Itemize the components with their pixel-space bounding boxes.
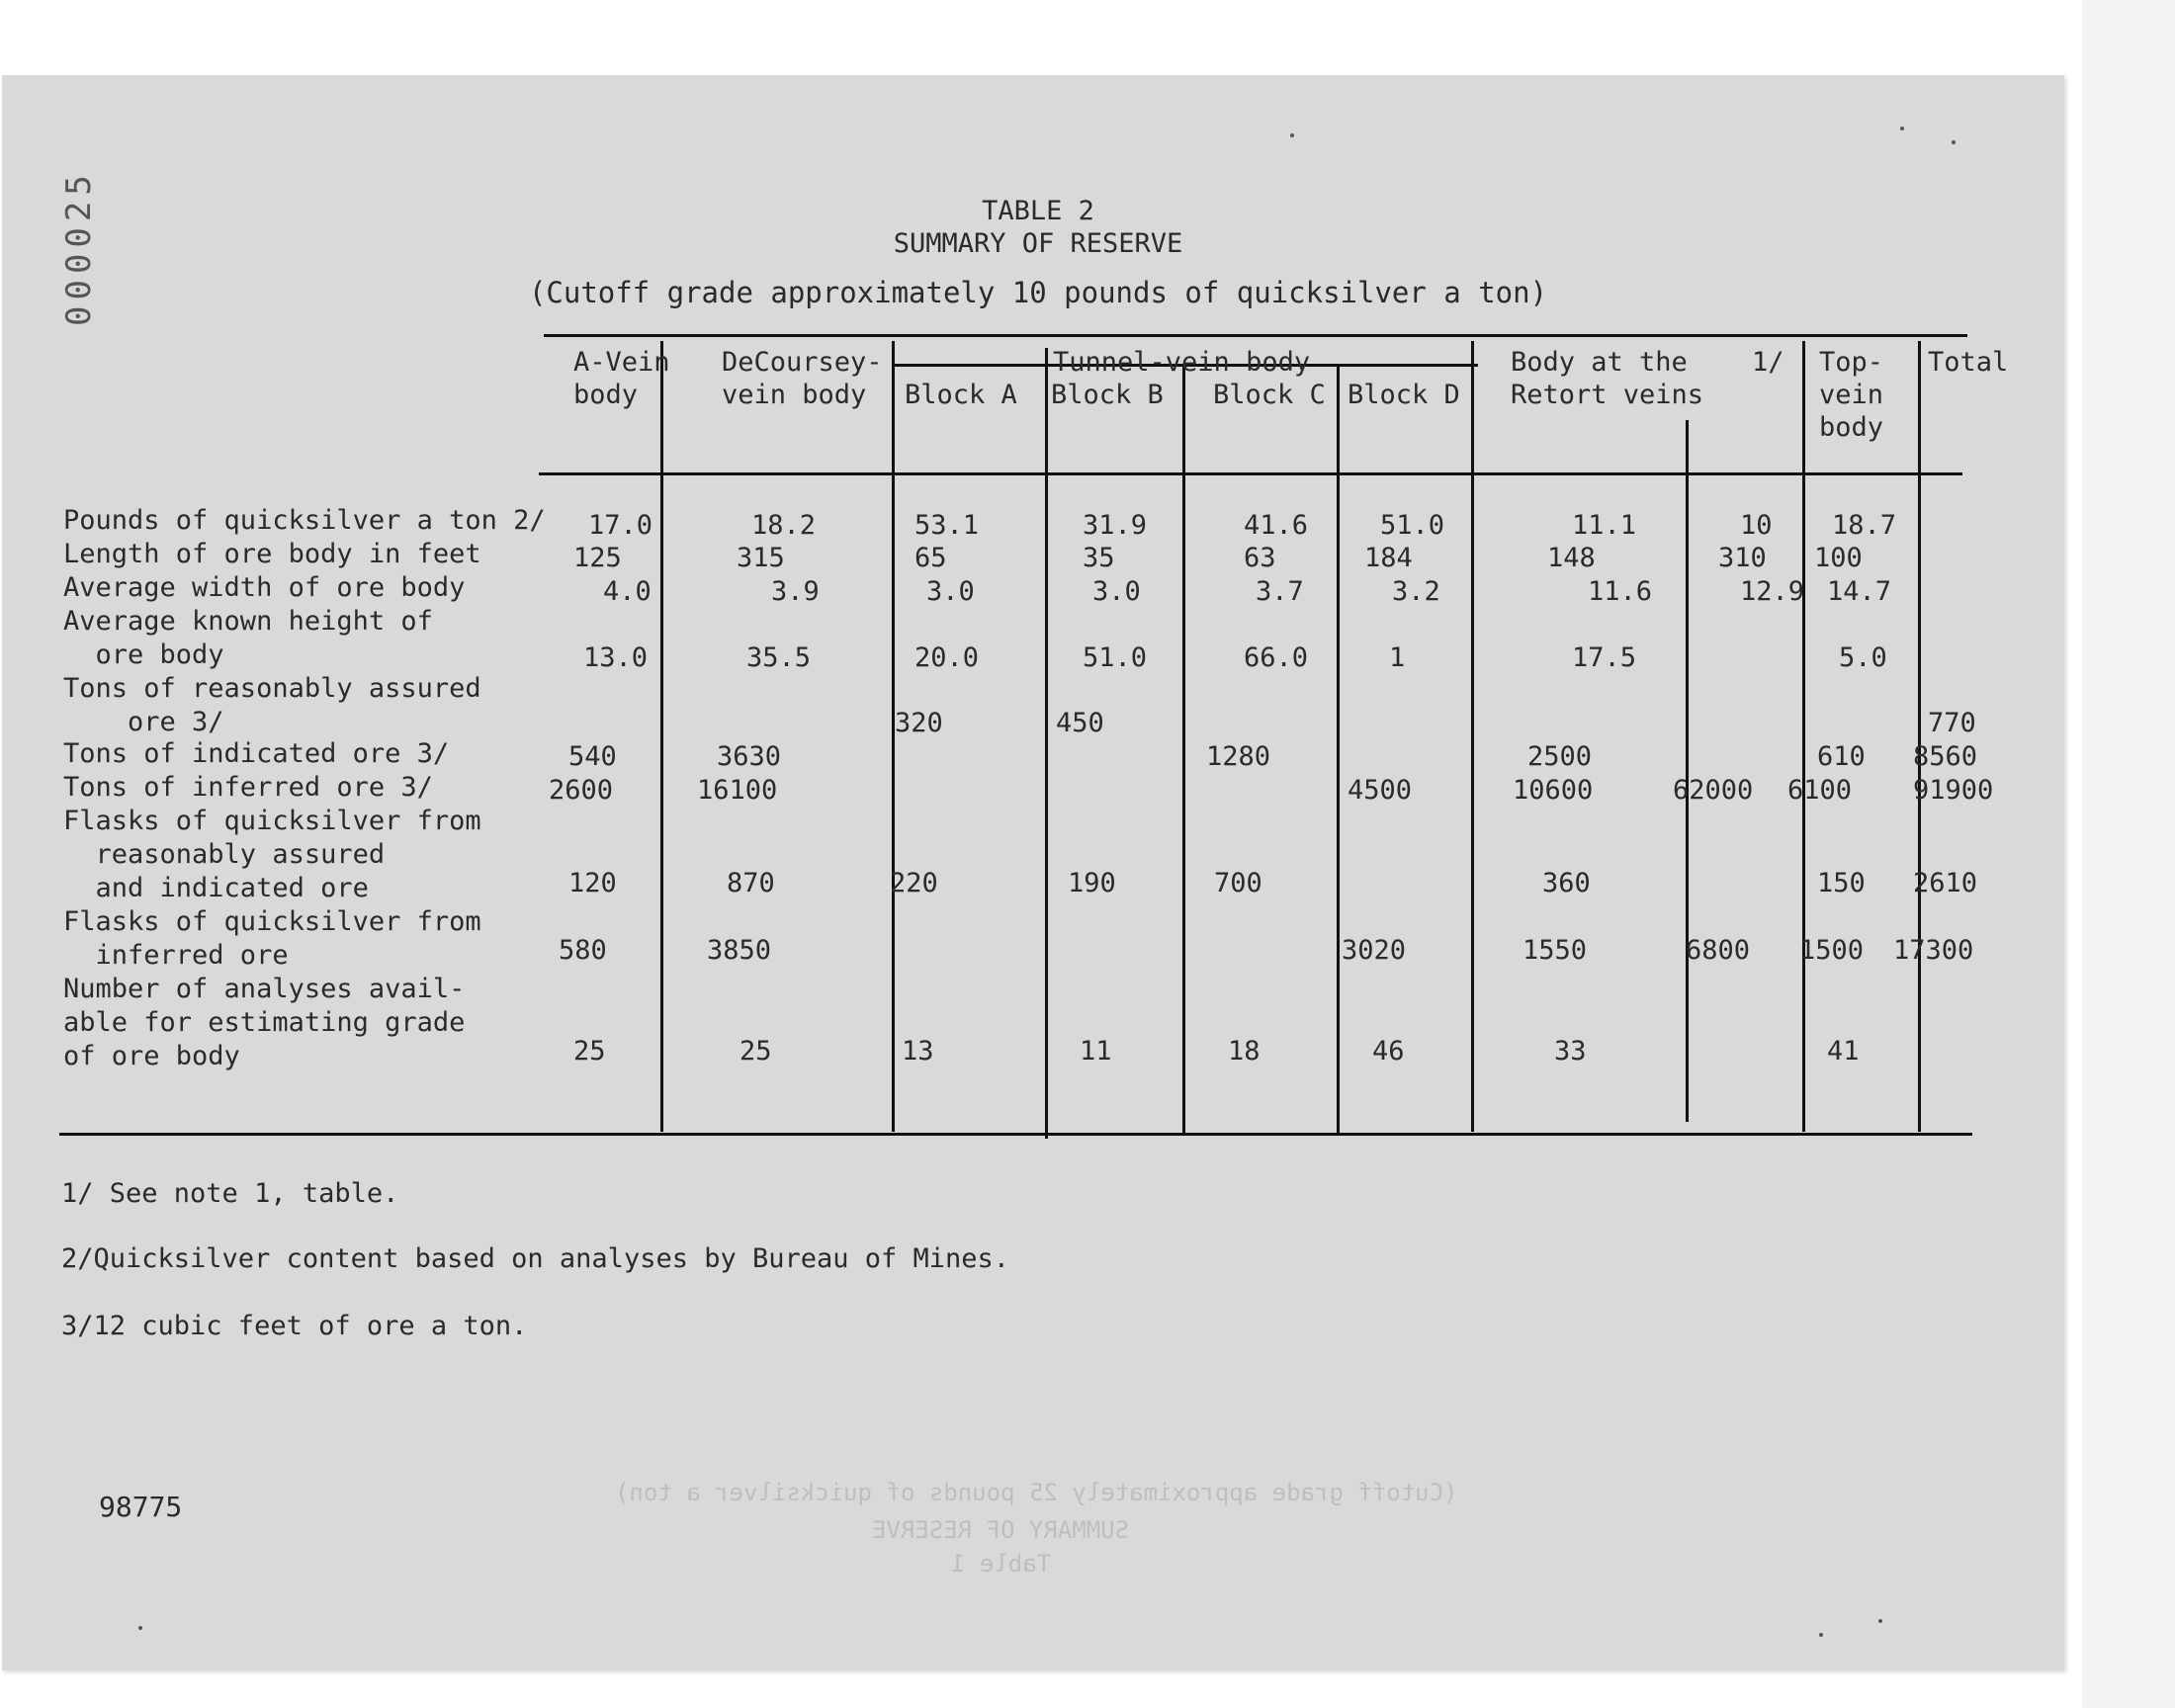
table-cell: 51.0 bbox=[1380, 510, 1445, 541]
table-cell: 700 bbox=[1214, 868, 1262, 898]
table-cell: 8560 bbox=[1913, 741, 1978, 772]
column-divider bbox=[660, 341, 663, 1132]
table-cell: 31.9 bbox=[1083, 510, 1148, 541]
table-cell: 11.1 bbox=[1572, 510, 1637, 541]
table-cell: 100 bbox=[1814, 543, 1863, 573]
table-cell: 2500 bbox=[1527, 741, 1593, 772]
table-cell: 610 bbox=[1817, 741, 1866, 772]
row-label: Length of ore body in feet bbox=[63, 539, 481, 569]
header-retort: Body at the Retort veins bbox=[1511, 347, 1704, 410]
column-divider bbox=[1471, 341, 1474, 1132]
header-block-b: Block B bbox=[1051, 380, 1164, 410]
row-label: Flasks of quicksilver from inferred ore bbox=[63, 906, 481, 971]
table-caption: (Cutoff grade approximately 10 pounds of quicksilver a ton) bbox=[528, 276, 1548, 309]
table-cell: 20.0 bbox=[914, 642, 980, 673]
table-cell: 148 bbox=[1547, 543, 1596, 573]
header-block-c: Block C bbox=[1213, 380, 1326, 410]
table-cell: 41 bbox=[1827, 1036, 1860, 1067]
table-cell: 66.0 bbox=[1244, 642, 1309, 673]
table-cell: 1550 bbox=[1522, 935, 1588, 966]
column-divider bbox=[1337, 364, 1340, 1135]
table-cell: 17.0 bbox=[588, 510, 653, 541]
table-cell: 540 bbox=[568, 741, 617, 772]
column-divider bbox=[1802, 341, 1805, 1132]
table-cell: 150 bbox=[1817, 868, 1866, 898]
table-cell: 6800 bbox=[1686, 935, 1751, 966]
table-cell: 4500 bbox=[1348, 775, 1413, 806]
table-cell: 63 bbox=[1244, 543, 1276, 573]
table-subtitle: SUMMARY OF RESERVE bbox=[893, 228, 1183, 259]
table-cell: 3.0 bbox=[1092, 576, 1141, 607]
table-cell: 62000 bbox=[1673, 775, 1754, 806]
table-cell: 18.7 bbox=[1832, 510, 1897, 541]
table-cell: 2610 bbox=[1913, 868, 1978, 898]
speck bbox=[1952, 140, 1956, 144]
table-cell: 11.6 bbox=[1588, 576, 1653, 607]
table-cell: 190 bbox=[1068, 868, 1116, 898]
header-tunnel-vein: Tunnel-vein body bbox=[1053, 347, 1311, 378]
row-label: Average width of ore body bbox=[63, 572, 466, 603]
header-bottom-rule bbox=[539, 472, 1962, 475]
table-cell: 13.0 bbox=[583, 642, 649, 673]
table-cell: 18 bbox=[1228, 1036, 1261, 1067]
table-cell: 5.0 bbox=[1839, 642, 1887, 673]
table-cell: 91900 bbox=[1913, 775, 1994, 806]
table-cell: 17.5 bbox=[1572, 642, 1637, 673]
table-cell: 41.6 bbox=[1244, 510, 1309, 541]
table-cell: 10600 bbox=[1513, 775, 1594, 806]
table-cell: 16100 bbox=[697, 775, 778, 806]
table-cell: 53.1 bbox=[914, 510, 980, 541]
table-cell: 360 bbox=[1542, 868, 1591, 898]
bleed-through-text: (Cutoff grade approximately 25 pounds of quicksilver a ton) bbox=[615, 1479, 1458, 1506]
table-title: TABLE 2 bbox=[982, 196, 1094, 226]
table-cell: 6100 bbox=[1787, 775, 1853, 806]
row-label: Tons of reasonably assured ore 3/ bbox=[63, 673, 481, 737]
table-cell: 4.0 bbox=[603, 576, 652, 607]
column-divider bbox=[1686, 420, 1689, 1122]
table-cell: 18.2 bbox=[751, 510, 817, 541]
bleed-through-text: Table 1 bbox=[951, 1550, 1052, 1578]
table-cell: 10 bbox=[1740, 510, 1773, 541]
table-cell: 46 bbox=[1372, 1036, 1405, 1067]
bleed-through-text: SUMMARY OF RESERVE bbox=[872, 1516, 1130, 1544]
row-label: Number of analyses avail- able for estimating grade of ore body bbox=[63, 974, 466, 1071]
table-cell: 3.0 bbox=[926, 576, 975, 607]
speck bbox=[138, 1626, 142, 1630]
header-decoursey: DeCoursey- vein body bbox=[722, 347, 883, 410]
table-top-rule bbox=[544, 334, 1967, 337]
table-cell: 17300 bbox=[1893, 935, 1974, 966]
table-cell: 25 bbox=[740, 1036, 772, 1067]
table-cell: 2600 bbox=[549, 775, 614, 806]
page-code: 000025 bbox=[59, 169, 99, 326]
table-cell: 3020 bbox=[1342, 935, 1407, 966]
row-label: Pounds of quicksilver a ton 2/ bbox=[63, 505, 546, 536]
header-a-vein: A-Vein body bbox=[573, 347, 670, 410]
table-cell: 1280 bbox=[1206, 741, 1271, 772]
table-cell: 120 bbox=[568, 868, 617, 898]
table-cell: 184 bbox=[1364, 543, 1413, 573]
table-cell: 35.5 bbox=[746, 642, 812, 673]
table-cell: 450 bbox=[1056, 708, 1104, 738]
speck bbox=[1819, 1633, 1823, 1637]
header-top-vein: Top- vein body bbox=[1819, 347, 1884, 443]
table-cell: 3.7 bbox=[1256, 576, 1304, 607]
table-cell: 315 bbox=[737, 543, 785, 573]
table-cell: 125 bbox=[573, 543, 622, 573]
stamp-number: 98775 bbox=[99, 1491, 183, 1523]
table-cell: 14.7 bbox=[1827, 576, 1892, 607]
table-cell: 770 bbox=[1928, 708, 1976, 738]
table-cell: 320 bbox=[895, 708, 943, 738]
table-cell: 1 bbox=[1389, 642, 1406, 673]
footnote: 3/12 cubic feet of ore a ton. bbox=[61, 1311, 528, 1341]
table-cell: 13 bbox=[902, 1036, 934, 1067]
table-cell: 3.2 bbox=[1392, 576, 1440, 607]
table-cell: 310 bbox=[1718, 543, 1767, 573]
table-cell: 3850 bbox=[707, 935, 772, 966]
header-retort-note: 1/ bbox=[1752, 347, 1784, 378]
table-cell: 1500 bbox=[1799, 935, 1865, 966]
row-label: Average known height of ore body bbox=[63, 606, 433, 670]
header-block-d: Block D bbox=[1348, 380, 1460, 410]
speck bbox=[1878, 1619, 1882, 1623]
row-label: Flasks of quicksilver from reasonably assured and indicated ore bbox=[63, 806, 481, 903]
column-divider bbox=[1045, 348, 1048, 1139]
speck bbox=[1900, 127, 1904, 130]
table-cell: 580 bbox=[559, 935, 607, 966]
header-total: Total bbox=[1928, 347, 2009, 378]
table-cell: 220 bbox=[890, 868, 938, 898]
table-bottom-rule bbox=[59, 1133, 1972, 1136]
table-cell: 65 bbox=[914, 543, 947, 573]
table-cell: 3.9 bbox=[771, 576, 820, 607]
page-margin bbox=[2082, 0, 2175, 1708]
row-label: Tons of indicated ore 3/ bbox=[63, 738, 450, 769]
table-cell: 11 bbox=[1080, 1036, 1112, 1067]
table-cell: 51.0 bbox=[1083, 642, 1148, 673]
table-cell: 25 bbox=[573, 1036, 606, 1067]
table-cell: 33 bbox=[1554, 1036, 1587, 1067]
row-label: Tons of inferred ore 3/ bbox=[63, 772, 433, 803]
speck bbox=[1290, 133, 1294, 137]
table-cell: 12.9 bbox=[1740, 576, 1805, 607]
column-divider bbox=[1182, 364, 1185, 1135]
footnote: 1/ See note 1, table. bbox=[61, 1178, 399, 1209]
table-cell: 3630 bbox=[717, 741, 782, 772]
table-cell: 870 bbox=[727, 868, 775, 898]
table-cell: 35 bbox=[1083, 543, 1115, 573]
footnote: 2/Quicksilver content based on analyses by Bureau of Mines. bbox=[61, 1243, 1010, 1274]
header-block-a: Block A bbox=[905, 380, 1017, 410]
column-divider bbox=[1918, 341, 1921, 1132]
